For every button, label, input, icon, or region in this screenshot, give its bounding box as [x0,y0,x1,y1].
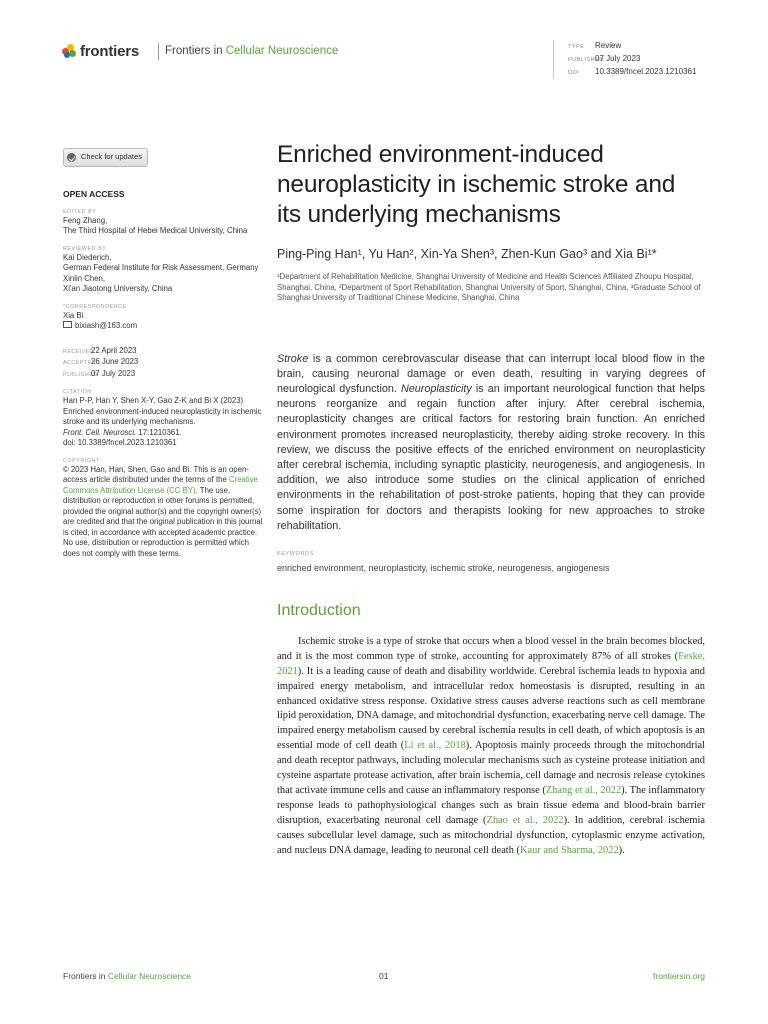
abstract: Stroke is a common cerebrovascular disease that can interrupt local blood flow in the brain, causing neuronal damage or even death, resulting in varying degrees of neurological dysfunction. Neuroplasticity is an important neurological function that helps neurons reorganize and regain function after injury. After cerebral ischemia, neuroplasticity changes are critical factors for restoring brain function. An enriched environment promotes increased neuroplasticity, thereby aiding stroke recovery. In this review, we discuss the positive effects of the enriched environment on neuroplasticity after cerebral ischemia, including synaptic plasticity, neurogenesis, and angiogenesis. In addition, we also introduce some studies on the clinical application of enriched environments in the rehabilitation of post-stroke patients, hoping that they can provide some inspiration for doctors and therapists looking for new approaches to stroke rehabilitation. [277,352,706,532]
article-title: Enriched environment-induced neuroplasticity in ischemic stroke and its underlying mechanisms [277,141,676,228]
citation: CITATION Han P-P, Han Y, Shen X-Y, Gao Z-K and Bi X (2023) Enriched environment-induced neuroplasticity in ischemic stroke and its underlying mechanisms. Front. Cell. Neurosci. 17:1210361. doi: 10.3389/fncel.2023.1210361 [63,389,262,447]
meta-published: PUBLISHED07 July 2023 [568,54,641,63]
footer-journal[interactable]: Frontiers in Cellular Neuroscience [63,971,192,981]
license-link[interactable]: Creative Commons Attribution License (CC BY) [63,475,259,495]
section-heading-introduction: Introduction [277,601,361,619]
correspondence-email[interactable]: bixiash@163.com [63,321,263,332]
citation-link[interactable]: Feske, 2021 [277,650,705,677]
correspondence: *CORRESPONDENCE Xia Bi bixiash@163.com [63,303,263,332]
introduction-text: Ischemic stroke is a type of stroke that occurs when a blood vessel in the brain becomes blocked, and it is the most common type of stroke, accounting for approximately 87% of all strokes (Feske, 2021). It is a leading cause of death and disability worldwide. Cerebral ischemia leads to hypoxia and impaired energy metabolism, and intracellular redox homeostasis is disrupted, resulting in an enhanced oxidative stress response. Oxidative stress causes adverse reactions such as cell membrane lipid peroxidation, DNA damage, and mitochondrial dysfunction, exacerbating nerve cell damage. The impaired energy metabolism caused by cerebral ischemia results in cell death, of which apoptosis is an essential mode of cell death (Li et al., 2018). Apoptosis mainly proceeds through the mitochondrial and death receptor pathways, including molecular mechanisms such as cysteine protease initiation and cysteine aspartate protease activation, after brain ischemia, cell damage and necrosis release cytokines that activate immune cells and cause an inflammatory response (Zhang et al., 2022). The inflammatory response leads to pathophysiological changes such as brain tissue edema and blood-brain barrier disruption, exacerbating neuronal cell damage (Zhao et al., 2022). In addition, cerebral ischemia causes subcellular level damage, such as mitochondrial dysfunction, cytoplasmic enzyme activation, and nucleus DNA damage, leading to neuronal cell death (Kaur and Sharma, 2022). [277,635,706,856]
check-updates-button[interactable] [63,148,148,167]
edited-by: EDITED BY Feng Zhang, The Third Hospital of Hebei Medical University, China [63,208,248,235]
article-sidebar [63,148,263,559]
mail-icon [63,321,72,328]
page-number: 01 [379,971,389,981]
affiliations: ¹Department of Rehabilitation Medicine, Shanghai University of Medicine and Health Sciences Affiliated Zhoupu Hospital, Shanghai, China, ²Department of Sport Rehabilitation, Shanghai University of Sport, Shanghai, China, ³Graduate School of Shanghai University of Traditional Chinese Medicine, Shanghai, China [277,272,701,302]
article-dates: RECEIVED22 April 2023 ACCEPTED26 June 2023 PUBLISHED07 July 2023 [63,345,139,378]
keywords: enriched environment, neuroplasticity, ischemic stroke, neurogenesis, angiogenesis [277,562,610,573]
frontiers-logo[interactable] [62,43,139,60]
keywords-label: KEYWORDS [277,550,314,557]
page-header [62,40,708,80]
frontiers-logo-icon [62,44,77,59]
meta-doi[interactable]: DOI 10.3389/fncel.2023.1210361 [568,67,697,76]
check-updates-icon [67,153,76,162]
author-list: Ping-Ping Han¹, Yu Han², Xin-Ya Shen³, Zhen-Kun Gao³ and Xia Bi¹* [277,247,657,261]
site-link[interactable]: frontiersin.org [653,971,705,981]
citation-link[interactable]: Kaur and Sharma, 2022 [519,844,619,856]
citation-link[interactable]: Zhao et al., 2022 [486,814,564,826]
journal-name[interactable] [165,45,338,57]
article-meta [553,40,696,79]
logo-text: frontiers [80,43,140,60]
meta-type: TYPE Review [568,41,622,50]
article-main [277,140,705,859]
journal-title: Cellular Neuroscience [225,45,339,57]
copyright: COPYRIGHT © 2023 Han, Han, Shen, Gao and Bi. This is an open-access article distributed under the terms of the Creative Commons Attribution License (CC BY). The use, distribution or reproduction in other forums is permitted, provided the original author(s) and the copyright owner(s) are credited and that the original publication in this journal is cited, in accordance with accepted academic practice. No use, distribution or reproduction is permitted which does not comply with these terms. [63,457,263,558]
citation-link[interactable]: Zhang et al., 2022 [545,785,622,796]
citation-link[interactable]: Li et al., 2018 [404,740,466,752]
reviewed-by: REVIEWED BY Kai Diederich, German Federal Institute for Risk Assessment, Germany Xinlin Chen, Xi'an Jiaotong University, China [63,245,259,293]
check-updates-label: Check for updates [81,152,142,162]
journal-prefix: Frontiers in [165,45,223,57]
header-divider [158,43,159,60]
open-access-label: OPEN ACCESS [63,189,125,199]
